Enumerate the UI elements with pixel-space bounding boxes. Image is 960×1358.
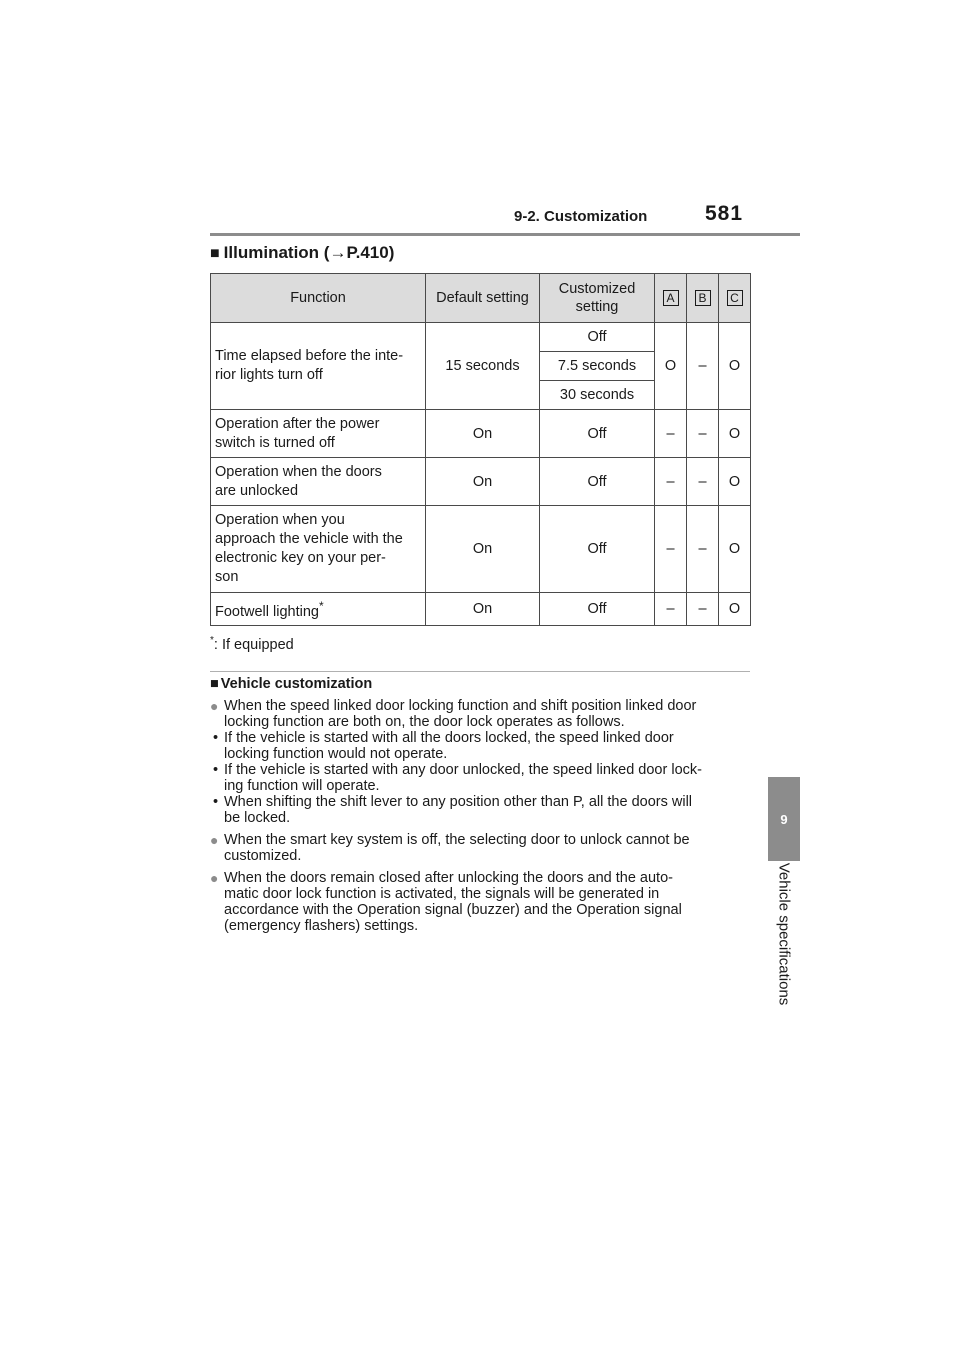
square-bullet-icon: ■ — [210, 245, 220, 262]
footnote-star: * — [210, 635, 214, 646]
cell-function — [211, 593, 426, 626]
table-footnote — [210, 635, 294, 653]
note-subitem — [210, 794, 755, 826]
note-subitem — [210, 762, 755, 794]
function-line: approach the vehicle with the — [215, 531, 403, 547]
cell-a: – — [655, 593, 687, 626]
cell-custom: Off — [540, 458, 655, 506]
table-row — [211, 458, 751, 506]
cell-c: O — [719, 410, 751, 458]
cell-function — [211, 410, 426, 458]
note-line: If the vehicle is started with any door unlocked, the speed linked door lock- — [224, 762, 702, 778]
dot-bullet-icon: • — [213, 794, 219, 810]
chapter-tab[interactable] — [768, 777, 800, 861]
cell-c: O — [719, 323, 751, 410]
cell-default: 15 seconds — [426, 323, 540, 410]
cell-function — [211, 506, 426, 593]
cell-c: O — [719, 593, 751, 626]
function-text: Footwell lighting — [215, 603, 319, 620]
header-default-setting: Default setting — [426, 274, 540, 323]
header-customized-setting — [540, 274, 655, 323]
section-title-text: Illumination ( — [223, 243, 330, 262]
header-rule — [210, 233, 800, 236]
note-line: customized. — [224, 848, 302, 864]
square-bullet-icon: ■ — [210, 676, 219, 692]
note-bullet — [210, 698, 755, 730]
header-customized-line1: Customized — [558, 281, 636, 297]
note-subitem — [210, 730, 755, 762]
function-line: son — [215, 569, 239, 585]
cell-b: – — [687, 506, 719, 593]
box-label-a: A — [663, 290, 679, 306]
header-section-title: 9-2. Customization — [514, 208, 648, 225]
circle-bullet-icon: ● — [210, 870, 219, 886]
footnote-text: : If equipped — [213, 636, 294, 653]
chapter-label: Vehicle specifications — [775, 862, 793, 1006]
function-line: electronic key on your per- — [215, 550, 386, 566]
cell-default: On — [426, 593, 540, 626]
function-line: rior lights turn off — [215, 367, 323, 383]
circle-bullet-icon: ● — [210, 698, 219, 714]
note-line: be locked. — [224, 810, 291, 826]
dot-bullet-icon: • — [213, 762, 219, 778]
table-row — [211, 410, 751, 458]
table-row — [211, 506, 751, 593]
section-page-ref[interactable]: P.410) — [346, 243, 395, 262]
cell-a: – — [655, 458, 687, 506]
cell-custom: Off — [540, 593, 655, 626]
cell-a: – — [655, 410, 687, 458]
notes-title-text: Vehicle customization — [220, 676, 373, 692]
divider — [210, 671, 750, 672]
cell-b: – — [687, 593, 719, 626]
note-line: ing function will operate. — [224, 778, 380, 794]
cell-option: 7.5 seconds — [540, 352, 655, 381]
note-line: accordance with the Operation signal (buzzer) and the Operation signal — [224, 902, 682, 918]
function-line: Operation when the doors — [215, 463, 382, 480]
note-line: When the speed linked door locking function and shift position linked door — [224, 698, 697, 714]
cell-b: – — [687, 323, 719, 410]
table-header-row — [211, 274, 751, 323]
header-a — [655, 274, 687, 323]
note-line: When the doors remain closed after unlocking the doors and the auto- — [224, 870, 673, 886]
cell-c: O — [719, 506, 751, 593]
function-line: switch is turned off — [215, 434, 335, 451]
function-line: are unlocked — [215, 482, 299, 499]
cell-default: On — [426, 506, 540, 593]
circle-bullet-icon: ● — [210, 832, 219, 848]
note-bullet — [210, 832, 755, 864]
table-row — [211, 593, 751, 626]
header-b — [687, 274, 719, 323]
box-label-c: C — [727, 290, 743, 306]
notes-section — [210, 676, 755, 940]
note-line: When the smart key system is off, the selecting door to unlock cannot be — [224, 832, 690, 848]
cell-option: Off — [540, 323, 655, 352]
header-function: Function — [211, 274, 426, 323]
cell-b: – — [687, 410, 719, 458]
cell-default: On — [426, 458, 540, 506]
header-customized-line2: setting — [575, 299, 619, 315]
cell-function — [211, 458, 426, 506]
header-c — [719, 274, 751, 323]
footnote-star: * — [318, 598, 324, 613]
cell-function — [211, 323, 426, 410]
page-number: 581 — [705, 202, 744, 225]
dot-bullet-icon: • — [213, 730, 219, 746]
cell-a: – — [655, 506, 687, 593]
note-line: When shifting the shift lever to any position other than P, all the doors will — [224, 794, 693, 810]
note-line: locking function are both on, the door lock operates as follows. — [224, 714, 625, 730]
note-line: If the vehicle is started with all the doors locked, the speed linked door — [224, 730, 674, 746]
note-line: locking function would not operate. — [224, 746, 448, 762]
function-line: Time elapsed before the inte- — [215, 348, 404, 364]
note-bullet — [210, 870, 755, 934]
box-label-b: B — [695, 290, 711, 306]
chapter-number: 9 — [780, 811, 788, 827]
function-line: Operation when you — [215, 512, 345, 528]
table-row — [211, 323, 751, 352]
cell-default: On — [426, 410, 540, 458]
notes-title — [210, 676, 755, 692]
section-title — [210, 243, 394, 263]
arrow-right-icon: → — [329, 243, 347, 262]
cell-custom: Off — [540, 506, 655, 593]
cell-c: O — [719, 458, 751, 506]
cell-a: O — [655, 323, 687, 410]
customization-table — [210, 273, 751, 626]
cell-b: – — [687, 458, 719, 506]
cell-option: 30 seconds — [540, 381, 655, 410]
cell-custom: Off — [540, 410, 655, 458]
note-line: matic door lock function is activated, the signals will be generated in — [224, 886, 660, 902]
function-line: Operation after the power — [215, 415, 380, 432]
note-line: (emergency flashers) settings. — [224, 918, 419, 934]
